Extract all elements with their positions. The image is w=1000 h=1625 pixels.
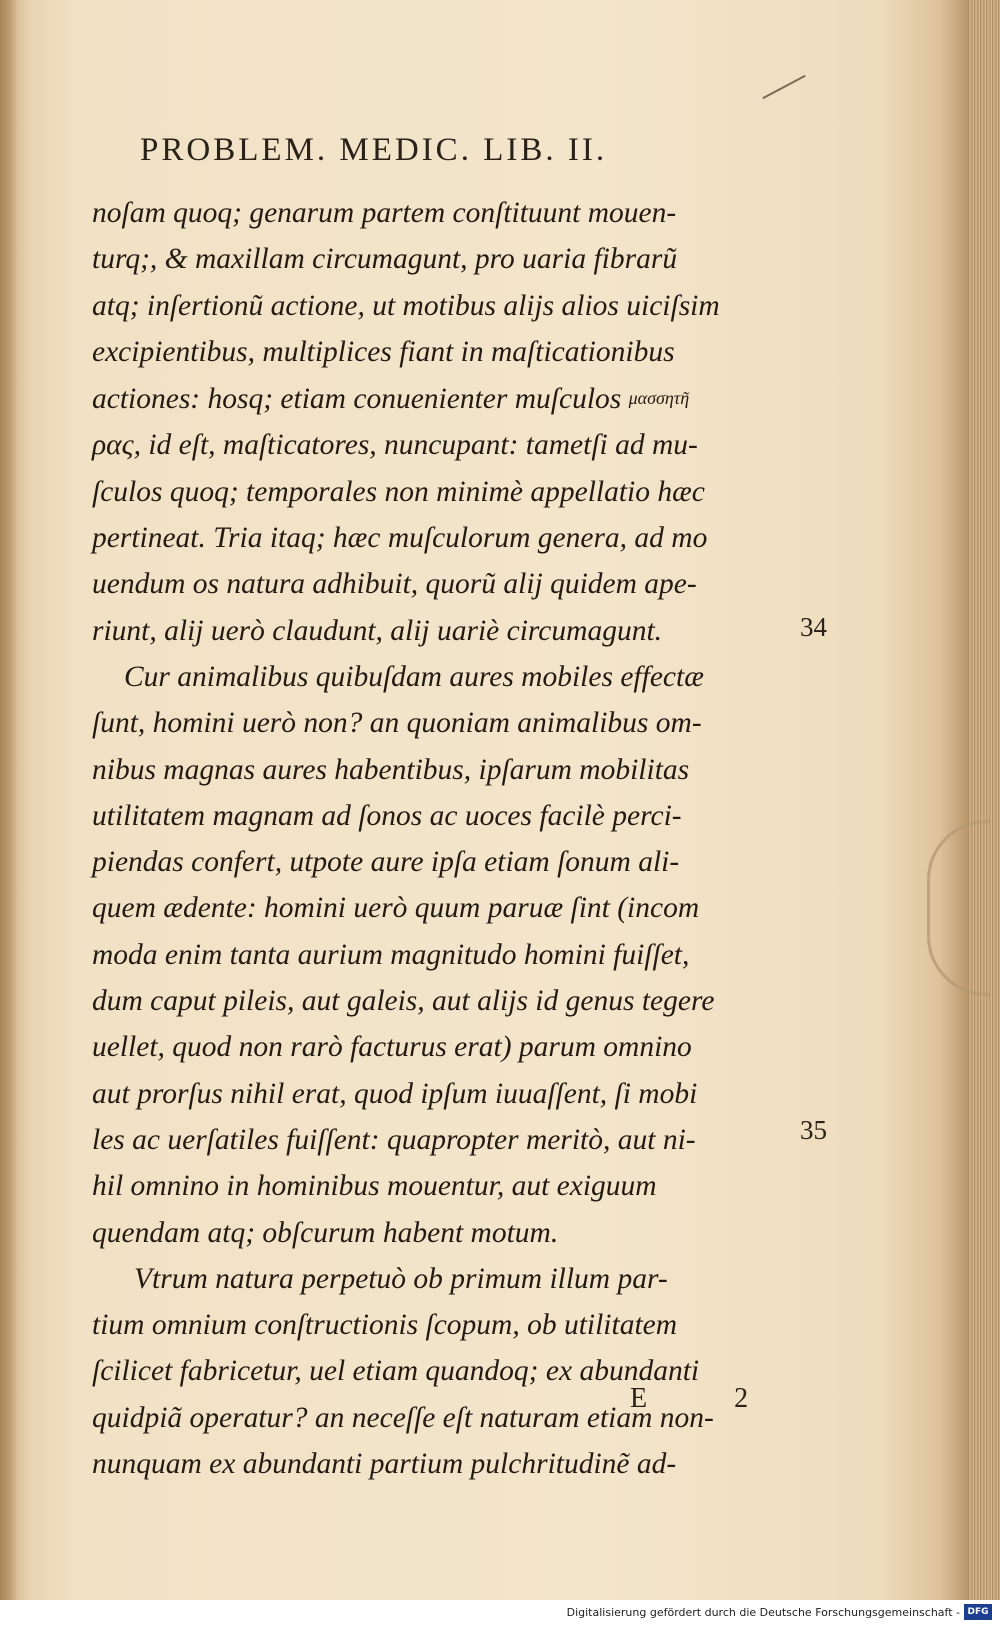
margin-number-34: 34	[800, 612, 827, 642]
text-line: turq;, & maxillam circumagunt, pro uaria fibrarũ	[92, 243, 678, 276]
footer-credit: Digitalisierung gefördert durch die Deutsche Forschungsgemeinschaft -	[566, 1606, 960, 1619]
text-line: dum caput pileis, aut galeis, aut alijs id genus tegere	[92, 985, 715, 1018]
text-line: noſam quoq; genarum partem conſtituunt mouen-	[92, 197, 677, 229]
text-line: ſcilicet fabricetur, uel etiam quandoq; ex abundanti	[92, 1355, 700, 1388]
text-line: ſculos quoq; temporales non minimè appellatio hæc	[92, 475, 705, 508]
text-line: ρας, id eſt, maſticatores, nuncupant: tametſi ad mu-	[92, 429, 698, 462]
text-line: tium omnium conſtructionis ſcopum, ob utilitatem	[92, 1309, 678, 1342]
page-clip	[927, 820, 990, 996]
text-line: riunt, alij uerò claudunt, alij uariè circumagunt.	[92, 614, 663, 647]
text-line: ſunt, homini uerò non? an quoniam animalibus om-	[92, 707, 702, 740]
text-line: quidpiã operatur? an neceſſe eſt naturam etiam non-	[92, 1401, 714, 1434]
running-head: PROBLEM. MEDIC. LIB. II.	[140, 132, 608, 168]
text-line: excipientibus, multiplices fiant in maſticationibus	[92, 335, 675, 368]
text-line: uendum os natura adhibuit, quorũ alij quidem ape-	[92, 568, 697, 601]
body-text	[92, 190, 812, 1487]
text-line: quendam atq; obſcurum habent motum.	[92, 1216, 559, 1249]
text-line: pertineat. Tria itaq; hæc muſculorum genera, ad mo	[92, 522, 708, 555]
margin-number-35: 35	[800, 1115, 827, 1145]
text-line: Cur animalibus quibuſdam aures mobiles effectæ	[124, 660, 704, 693]
text-line: piendas confert, utpote aure ipſa etiam ſonum ali-	[92, 846, 680, 879]
signature-mark: E 2	[630, 1383, 789, 1414]
dfg-logo: DFG	[964, 1604, 992, 1620]
text-line: moda enim tanta aurium magnitudo homini fuiſſet,	[92, 938, 690, 971]
text-line: les ac uerſatiles fuiſſent: quapropter meritò, aut ni-	[92, 1123, 696, 1156]
text-line: aut prorſus nihil erat, quod ipſum iuuaſſent, ſi mobi	[92, 1077, 698, 1110]
text-line: utilitatem magnam ad ſonos ac uoces facilè perci-	[92, 799, 682, 832]
text-line: nibus magnas aures habentibus, ipſarum mobilitas	[92, 753, 690, 786]
pen-mark	[762, 75, 805, 99]
text-line: quem ædente: homini uerò quum paruæ ſint (incom	[92, 892, 700, 925]
footer-bar	[0, 1600, 1000, 1625]
text-line: uellet, quod non rarò facturus erat) parum omnino	[92, 1031, 692, 1064]
greek-word: μασσητῆ	[628, 388, 690, 409]
text-line: actiones: hosq; etiam conuenienter muſculos μασσητῆ	[92, 383, 690, 416]
spine-shadow	[0, 0, 18, 1600]
text-line: atq; inſertionũ actione, ut motibus alijs alios uiciſsim	[92, 289, 720, 322]
text-line: hil omnino in hominibus mouentur, aut exiguum	[92, 1170, 657, 1203]
page-edge	[968, 0, 1000, 1600]
text-line: nunquam ex abundanti partium pulchritudinẽ ad-	[92, 1448, 677, 1481]
text-line: Vtrum natura perpetuò ob primum illum par-	[134, 1262, 668, 1295]
